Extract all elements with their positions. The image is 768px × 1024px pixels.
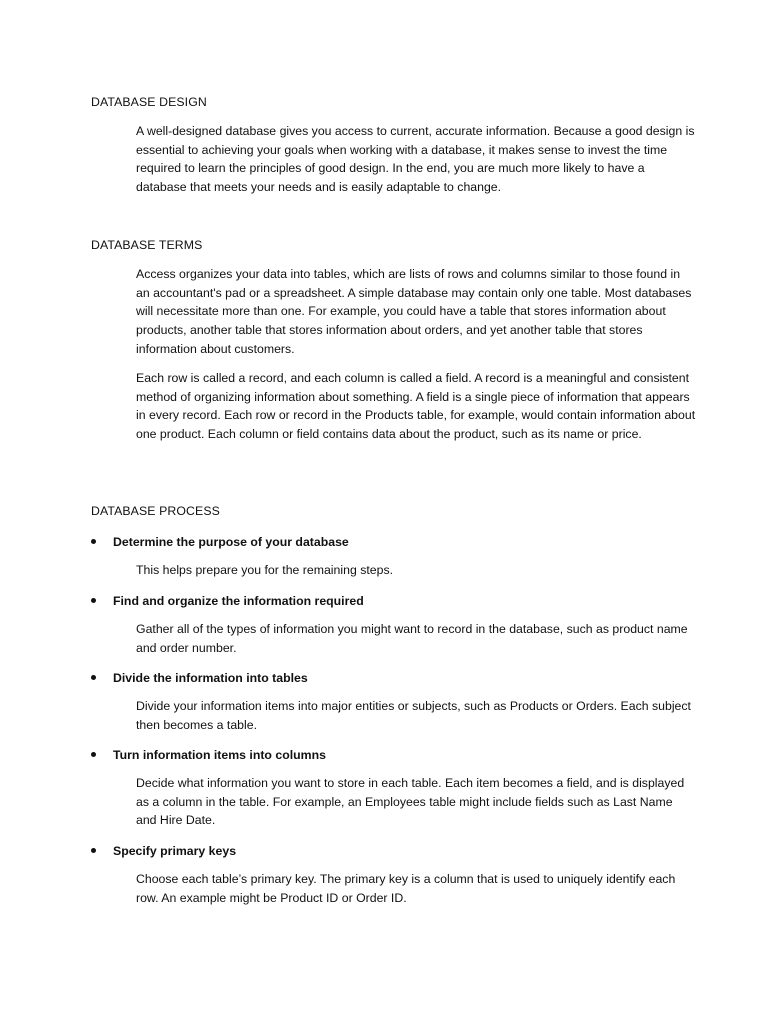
step-description: Decide what information you want to store in each table. Each item becomes a field, and is displayed as a column in the table. For example, an Employees table might include fields such as Last Name and Hire Date.	[136, 776, 685, 828]
step-description: Gather all of the types of information you might want to record in the database, such as product name and order number.	[136, 622, 688, 655]
section-heading-design: DATABASE DESIGN	[91, 95, 207, 109]
design-paragraph: A well-designed database gives you access to current, accurate information. Because a good design is essential to achieving your goals when working with a database, it makes sense to invest the time required to learn the principles of good design. In the end, you are much more likely to have a database that meets your needs and is easily adaptable to change.	[136, 124, 695, 195]
section-heading-terms: DATABASE TERMS	[91, 238, 203, 252]
step-title: Specify primary keys	[113, 844, 237, 858]
step-title: Divide the information into tables	[113, 671, 308, 685]
section-heading-process: DATABASE PROCESS	[91, 504, 220, 518]
step-title: Turn information items into columns	[113, 748, 326, 762]
bullet-icon	[91, 752, 96, 757]
step-description: Choose each table’s primary key. The primary key is a column that is used to uniquely identify each row. An example might be Product ID or Order ID.	[136, 872, 676, 905]
bullet-icon	[91, 598, 96, 603]
bullet-icon	[91, 539, 96, 544]
terms-paragraph-2: Each row is called a record, and each column is called a field. A record is a meaningful and consistent method of organizing information about something. A field is a single piece of information that appears in every record. Each row or record in the Products table, for example, would contain information about one product. Each column or field contains data about the product, such as its name or price.	[136, 371, 696, 442]
bullet-icon	[91, 848, 96, 853]
step-description: Divide your information items into major entities or subjects, such as Products or Orders. Each subject then becomes a table.	[136, 699, 691, 732]
step-title: Find and organize the information required	[113, 594, 364, 608]
bullet-icon	[91, 675, 96, 680]
terms-paragraph-1: Access organizes your data into tables, which are lists of rows and columns similar to those found in an accountant's pad or a spreadsheet. A simple database may contain only one table. Most databases will necessitate more than one. For example, you could have a table that stores information about products, another table that stores information about orders, and yet another table that stores information about customers.	[136, 267, 692, 356]
step-title: Determine the purpose of your database	[113, 535, 349, 549]
step-description: This helps prepare you for the remaining steps.	[136, 563, 394, 577]
